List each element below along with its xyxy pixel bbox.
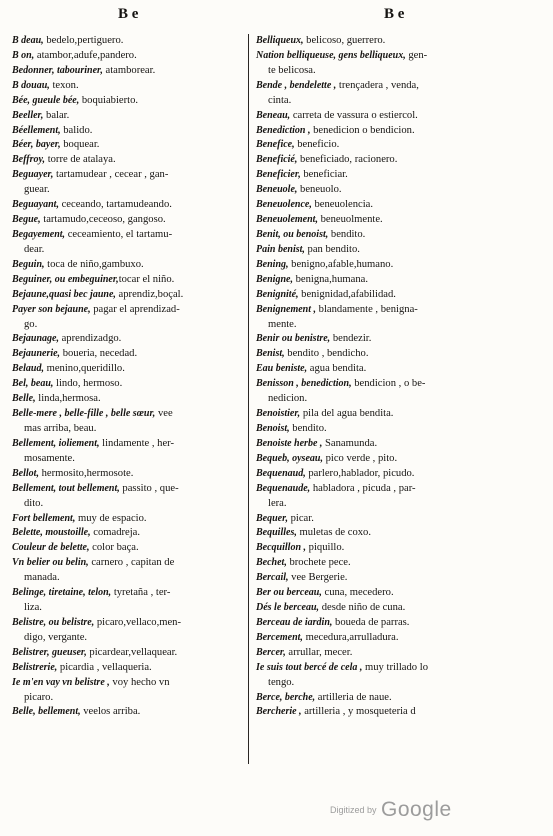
dictionary-entry: [12, 377, 246, 392]
dictionary-entry: [256, 153, 544, 168]
headword: Bejaunerie,: [12, 348, 61, 360]
headword: Fort bellement,: [12, 512, 76, 524]
translation: carnero , capitan de: [88, 557, 175, 569]
headword: B douau,: [12, 79, 50, 91]
headword: Belinge, tiretaine, telon,: [12, 587, 112, 599]
entry-continuation: liza.: [24, 602, 42, 614]
dictionary-entry: [256, 49, 544, 64]
headword: Ber ou berceau,: [256, 587, 322, 599]
headword: Bequilles,: [256, 527, 297, 539]
translation: boueda de parras.: [332, 616, 410, 628]
headword: Benit, ou benoist,: [256, 228, 329, 240]
headword: Belle, bellement,: [12, 706, 81, 718]
translation: comadreja.: [90, 527, 141, 539]
headword: Couleur de belette,: [12, 542, 90, 554]
translation: bendezir.: [330, 333, 372, 345]
headword: Benefice,: [256, 139, 295, 151]
translation: hermosito,hermosote.: [38, 467, 134, 479]
translation: bendicion , o be-: [351, 378, 426, 390]
headword: Belle,: [12, 393, 36, 405]
entry-continuation: mosamente.: [24, 452, 75, 464]
headword: Bercail,: [256, 572, 289, 584]
entry-continuation: cinta.: [268, 94, 292, 106]
headword: Beffroy,: [12, 154, 46, 166]
headword: Beguin,: [12, 258, 45, 270]
headword: Ie suis tout bercé de cela ,: [256, 661, 363, 673]
headword: Beguayant,: [12, 199, 59, 211]
dictionary-entry: [12, 124, 246, 139]
translation: desde niño de cuna.: [319, 602, 406, 614]
headword: Payer son bejaune,: [12, 303, 91, 315]
headword: Belle-mere , belle-fille , belle sœur,: [12, 408, 156, 420]
dictionary-entry: [12, 646, 246, 661]
translation: ceceamiento, el tartamu-: [65, 228, 173, 240]
dictionary-entry: [12, 34, 246, 49]
translation: toca de niño,gambuxo.: [44, 258, 144, 270]
running-head-left: B e: [118, 6, 139, 22]
dictionary-entry: [12, 198, 246, 213]
entry-continuation: mas arriba, beau.: [24, 422, 97, 434]
translation: beneuolencia.: [311, 199, 374, 211]
translation: picardear,vellaquear.: [86, 646, 178, 658]
headword: Bende , bendelette ,: [256, 79, 337, 91]
translation: beneficiar.: [300, 169, 348, 181]
translation: bedelo,pertiguero.: [43, 35, 124, 46]
dictionary-entry: [256, 168, 544, 183]
dictionary-entry: [256, 258, 544, 273]
dictionary-entry: [12, 258, 246, 273]
translation: menino,queridillo.: [43, 363, 125, 375]
translation: trençadera , venda,: [336, 79, 419, 91]
translation: pan bendito.: [304, 243, 360, 255]
translation: linda,hermosa.: [35, 393, 101, 405]
translation: Sanamunda.: [322, 437, 378, 449]
dictionary-entry: [12, 109, 246, 124]
entry-continuation: te belicosa.: [268, 64, 316, 76]
headword: Beneau,: [256, 109, 291, 121]
headword: Bellement, ioliement,: [12, 437, 100, 449]
dictionary-entry: [256, 586, 544, 601]
dictionary-entry: [256, 273, 544, 288]
translation: carreta de vassura o estiercol.: [290, 109, 418, 121]
translation: piquillo.: [306, 542, 345, 554]
dictionary-entry: [12, 64, 246, 79]
headword: Belliqueux,: [256, 35, 304, 46]
translation: beneuolo.: [297, 184, 342, 196]
headword: Bequer,: [256, 512, 288, 524]
dictionary-entry: [256, 437, 544, 452]
headword: Benir ou benistre,: [256, 333, 331, 345]
translation: vee: [155, 408, 173, 420]
dictionary-entry: [12, 228, 246, 243]
dictionary-entry: [12, 705, 246, 720]
entry-continuation: picaro.: [24, 691, 54, 703]
translation: tyretaña , ter-: [111, 587, 171, 599]
dictionary-entry: [12, 153, 246, 168]
translation: habladora , picuda , par-: [310, 482, 416, 494]
dictionary-entry: [256, 616, 544, 631]
entry-continuation: guear.: [24, 184, 50, 196]
translation: atambor,adufe,pandero.: [34, 49, 137, 61]
dictionary-entry: [256, 571, 544, 586]
dictionary-entry: [12, 407, 246, 422]
translation: boquiabierto.: [79, 94, 139, 106]
dictionary-entry: [12, 661, 246, 676]
headword: Benignement ,: [256, 303, 317, 315]
dictionary-entry: [256, 631, 544, 646]
headword: Benisson , benediction,: [256, 378, 352, 390]
headword: Bellot,: [12, 467, 39, 479]
headword: Bechet,: [256, 557, 287, 569]
dictionary-entry: [256, 34, 544, 49]
dictionary-entry: [12, 482, 246, 497]
translation: blandamente , benigna-: [316, 303, 418, 315]
headword: Bedonner, tabouriner,: [12, 64, 103, 76]
translation: bendito.: [289, 422, 327, 434]
headword: Béellement,: [12, 124, 61, 136]
dictionary-entry: [256, 541, 544, 556]
translation: pagar el aprendizad-: [90, 303, 180, 315]
digitization-watermark: [330, 798, 452, 822]
dictionary-entry: [12, 392, 246, 407]
dictionary-entry: [12, 512, 246, 527]
dictionary-entry: [12, 273, 246, 288]
headword: Belette, moustoille,: [12, 527, 91, 539]
dictionary-entry: [256, 79, 544, 94]
entry-continuation: nedicion.: [268, 393, 308, 405]
google-logo: Google: [380, 798, 452, 821]
entry-continuation: dear.: [24, 243, 45, 255]
translation: benigna,humana.: [292, 273, 368, 285]
dictionary-entry: [12, 49, 246, 64]
translation: muy de espacio.: [75, 512, 147, 524]
translation: gen-: [405, 49, 428, 61]
headword: Bercement,: [256, 631, 303, 643]
dictionary-entry: [256, 347, 544, 362]
translation: beneficiado, racionero.: [297, 154, 398, 166]
headword: Belaud,: [12, 363, 44, 375]
translation: tartamudo,ceceoso, gangoso.: [40, 214, 166, 226]
dictionary-entry: [12, 347, 246, 362]
headword: Bequenaude,: [256, 482, 311, 494]
translation: pila del agua bendita.: [300, 408, 394, 420]
headword: Benoist,: [256, 422, 290, 434]
entry-continuation: dito.: [24, 497, 44, 509]
left-column: [12, 34, 246, 720]
translation: bendito , bendicho.: [284, 348, 369, 360]
translation: boquear.: [60, 139, 100, 151]
headword: Bejaune,quasi bec jaune,: [12, 288, 116, 300]
translation: voy hecho vn: [109, 676, 170, 688]
dictionary-entry: [12, 541, 246, 556]
headword: Beguiner, ou embeguiner,: [12, 273, 119, 285]
dictionary-entry: [256, 243, 544, 258]
dictionary-entry: [256, 124, 544, 139]
headword: Benediction ,: [256, 124, 311, 136]
translation: agua bendita.: [307, 363, 367, 375]
headword: Bejaunage,: [12, 333, 59, 345]
dictionary-entry: [256, 512, 544, 527]
headword: Bercherie ,: [256, 706, 302, 718]
headword: Nation belliqueuse, gens belliqueux,: [256, 49, 406, 61]
dictionary-entry: [256, 467, 544, 482]
headword: Pain benist,: [256, 243, 305, 255]
translation: texon.: [49, 79, 79, 91]
dictionary-entry: [12, 332, 246, 347]
translation: arrullar, mecer.: [285, 646, 353, 658]
translation: artilleria de naue.: [315, 691, 392, 703]
dictionary-entry: [12, 303, 246, 318]
entry-continuation: lera.: [268, 497, 287, 509]
translation: muy trillado lo: [362, 661, 428, 673]
entry-continuation: digo, vergante.: [24, 631, 88, 643]
translation: benigno,afable,humano.: [288, 258, 394, 270]
translation: parlero,hablador, picudo.: [305, 467, 415, 479]
dictionary-entry: [12, 94, 246, 109]
translation: artilleria , y mosqueteria d: [301, 706, 416, 718]
translation: veelos arriba.: [80, 706, 141, 718]
dictionary-entry: [12, 586, 246, 601]
dictionary-entry: [256, 198, 544, 213]
column-divider: [248, 34, 249, 764]
translation: picardia , vellaqueria.: [57, 661, 152, 673]
dictionary-entry: [256, 526, 544, 541]
dictionary-entry: [256, 422, 544, 437]
right-column: [256, 34, 544, 720]
dictionary-entry: [12, 556, 246, 571]
dictionary-entry: [256, 705, 544, 720]
translation: benignidad,afabilidad.: [298, 288, 396, 300]
translation: balido.: [60, 124, 93, 136]
dictionary-entry: [12, 362, 246, 377]
headword: Beneficié,: [256, 154, 298, 166]
headword: Bequenaud,: [256, 467, 306, 479]
headword: Beeller,: [12, 109, 44, 121]
headword: Beneficier,: [256, 169, 301, 181]
dictionary-entry: [256, 452, 544, 467]
dictionary-entry: [12, 616, 246, 631]
headword: Belistrer, gueuser,: [12, 646, 87, 658]
dictionary-entry: [256, 362, 544, 377]
dictionary-entry: [256, 138, 544, 153]
digitized-by-label: Digitized by: [330, 805, 377, 815]
headword: Begue,: [12, 214, 41, 226]
dictionary-entry: [256, 691, 544, 706]
dictionary-entry: [256, 228, 544, 243]
dictionary-entry: [12, 526, 246, 541]
headword: Beneuole,: [256, 184, 298, 196]
headword: B on,: [12, 49, 35, 61]
dictionary-entry: [256, 288, 544, 303]
dictionary-entry: [256, 303, 544, 318]
headword: Bellement, tout bellement,: [12, 482, 120, 494]
dictionary-entry: [256, 109, 544, 124]
translation: aprendizadgo.: [58, 333, 122, 345]
translation: atamborear.: [102, 64, 156, 76]
dictionary-entry: [12, 437, 246, 452]
dictionary-entry: [256, 377, 544, 392]
headword: Dés le berceau,: [256, 602, 320, 614]
dictionary-entry: [256, 482, 544, 497]
dictionary-entry: [12, 138, 246, 153]
translation: benedicion o bendicion.: [310, 124, 415, 136]
translation: ceceando, tartamudeando.: [58, 199, 172, 211]
entry-continuation: go.: [24, 318, 38, 330]
translation: vee Bergerie.: [288, 572, 348, 584]
translation: balar.: [43, 109, 70, 121]
headword: Beneuolement,: [256, 214, 318, 226]
headword: Bel, beau,: [12, 378, 54, 390]
dictionary-entry: [256, 183, 544, 198]
headword: Belistrerie,: [12, 661, 58, 673]
headword: Benigne,: [256, 273, 293, 285]
translation: torre de atalaya.: [45, 154, 116, 166]
dictionary-entry: [256, 646, 544, 661]
translation: muletas de coxo.: [296, 527, 371, 539]
dictionary-entry: [12, 213, 246, 228]
headword: Beneuolence,: [256, 199, 312, 211]
headword: Belistre, ou belistre,: [12, 616, 95, 628]
dictionary-entry: [12, 467, 246, 482]
entry-continuation: tengo.: [268, 676, 295, 688]
headword: Becquillon ,: [256, 542, 307, 554]
translation: lindo, hermoso.: [53, 378, 123, 390]
translation: pico verde , pito.: [322, 452, 398, 464]
translation: passito , que-: [119, 482, 179, 494]
headword: Benist,: [256, 348, 285, 360]
headword: Benoiste herbe ,: [256, 437, 323, 449]
entry-continuation: mente.: [268, 318, 297, 330]
translation: beneuolmente.: [317, 214, 383, 226]
running-head-right: B e: [384, 6, 405, 22]
headword: Beguayer,: [12, 169, 54, 181]
translation: tartamudear , cecear , gan-: [53, 169, 169, 181]
translation: mecedura,arrulladura.: [302, 631, 399, 643]
headword: Berceau de iardin,: [256, 616, 333, 628]
dictionary-entry: [12, 676, 246, 691]
translation: belicoso, guerrero.: [303, 35, 386, 46]
dictionary-entry: [256, 213, 544, 228]
dictionary-entry: [256, 556, 544, 571]
translation: beneficio.: [294, 139, 340, 151]
headword: Eau beniste,: [256, 363, 308, 375]
headword: Bening,: [256, 258, 289, 270]
translation: color baça.: [89, 542, 139, 554]
translation: boueria, necedad.: [60, 348, 138, 360]
headword: Berce, berche,: [256, 691, 316, 703]
headword: Ie m'en vay vn belistre ,: [12, 676, 110, 688]
dictionary-entry: [12, 288, 246, 303]
entry-continuation: manada.: [24, 572, 60, 584]
headword: Benignité,: [256, 288, 299, 300]
translation: aprendiz,boçal.: [115, 288, 184, 300]
headword: B deau,: [12, 35, 44, 46]
headword: Benoistier,: [256, 408, 301, 420]
translation: bendito.: [328, 228, 366, 240]
dictionary-entry: [12, 168, 246, 183]
translation: cuna, mecedero.: [321, 587, 394, 599]
headword: Bercer,: [256, 646, 286, 658]
dictionary-entry: [256, 407, 544, 422]
translation: tocar el niño.: [118, 273, 175, 285]
translation: picaro,vellaco,men-: [94, 616, 182, 628]
headword: Begayement,: [12, 228, 66, 240]
headword: Béer, bayer,: [12, 139, 61, 151]
dictionary-entry: [256, 332, 544, 347]
translation: picar.: [287, 512, 314, 524]
translation: lindamente , her-: [99, 437, 175, 449]
headword: Vn belier ou belin,: [12, 557, 89, 569]
dictionary-entry: [256, 661, 544, 676]
headword: Bée, gueule bée,: [12, 94, 80, 106]
dictionary-entry: [12, 79, 246, 94]
dictionary-entry: [256, 601, 544, 616]
translation: brochete pece.: [286, 557, 351, 569]
headword: Bequeb, oyseau,: [256, 452, 323, 464]
